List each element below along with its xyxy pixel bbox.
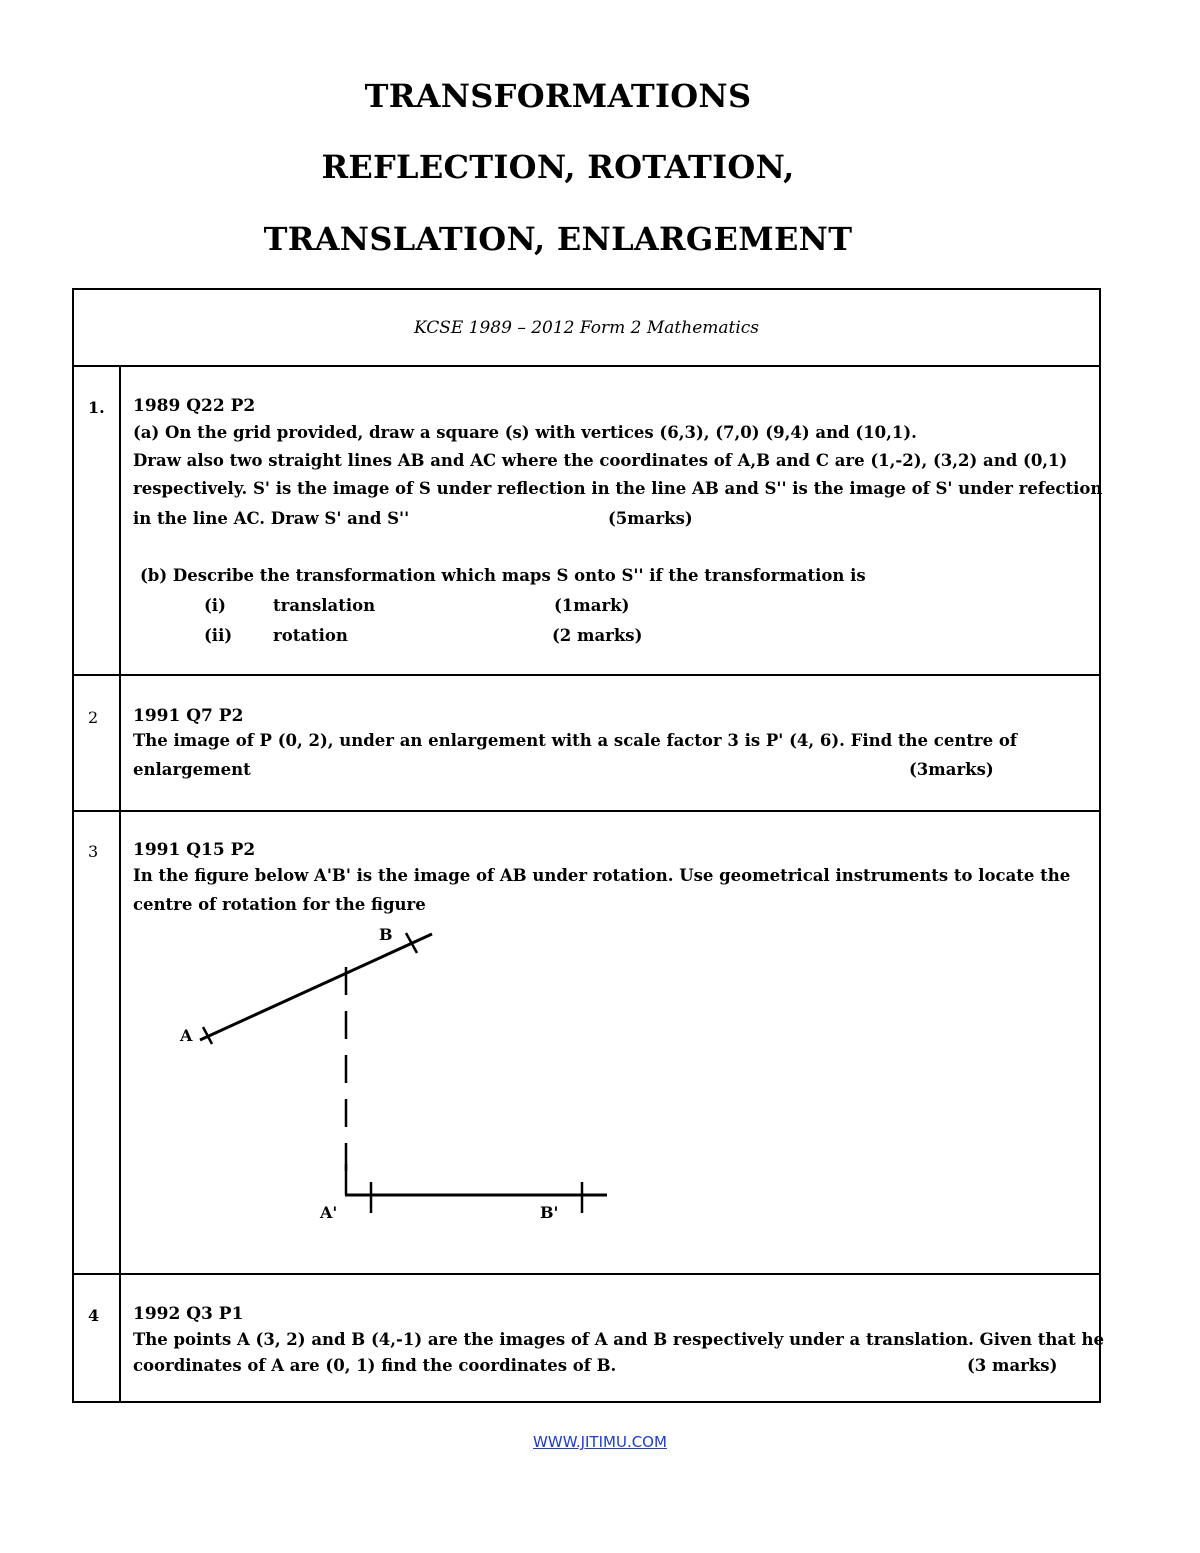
- subpart-label: (ii): [204, 626, 233, 645]
- label-a-prime: A': [320, 1203, 338, 1222]
- subpart-text: rotation: [273, 626, 348, 645]
- question-text-line: enlargement: [133, 760, 251, 779]
- marks-label: (1mark): [554, 596, 630, 615]
- question-number: 1.: [88, 398, 105, 417]
- question-text-line: Draw also two straight lines AB and AC where the coordinates of A,B and C are (1,-2), (3,2) and (0,1): [133, 451, 1068, 470]
- question-number: 2: [88, 708, 99, 727]
- label-a: A: [180, 1026, 193, 1045]
- question-text-line: The points A (3, 2) and B (4,-1) are the images of A and B respectively under a translation. Given that he: [133, 1330, 1104, 1349]
- question-text-line: centre of rotation for the figure: [133, 895, 426, 914]
- question-text-line: coordinates of A are (0, 1) find the coordinates of B.: [133, 1356, 617, 1375]
- question-reference: 1991 Q7 P2: [133, 706, 244, 726]
- footer: [0, 1433, 1200, 1451]
- marks-label: (5marks): [608, 509, 693, 528]
- question-text-line: in the line AC. Draw S' and S'': [133, 509, 410, 528]
- document-subtitle-line2: TRANSLATION, ENLARGEMENT: [263, 220, 853, 258]
- website-link[interactable]: WWW.JITIMU.COM: [533, 1433, 667, 1451]
- question-number: 4: [88, 1306, 100, 1325]
- question-reference: 1991 Q15 P2: [133, 840, 256, 860]
- question-number: 3: [88, 842, 99, 861]
- question-reference: 1992 Q3 P1: [133, 1304, 244, 1324]
- question-text-line: (a) On the grid provided, draw a square (s) with vertices (6,3), (7,0) (9,4) and (10,1).: [133, 423, 917, 442]
- marks-label: (2 marks): [552, 626, 643, 645]
- question-text-line: respectively. S' is the image of S under reflection in the line AB and S'' is the image of S' under refection: [133, 479, 1103, 498]
- subpart-text: translation: [273, 596, 376, 615]
- label-b-prime: B': [540, 1203, 559, 1222]
- question-part-b: (b) Describe the transformation which maps S onto S'' if the transformation is: [140, 566, 866, 585]
- document-title: TRANSFORMATIONS: [364, 77, 752, 115]
- document-subtitle-line1: REFLECTION, ROTATION,: [321, 148, 795, 186]
- table-header: KCSE 1989 – 2012 Form 2 Mathematics: [413, 318, 760, 338]
- marks-label: (3 marks): [967, 1356, 1058, 1375]
- subpart-label: (i): [204, 596, 226, 615]
- question-reference: 1989 Q22 P2: [133, 396, 256, 416]
- question-text-line: The image of P (0, 2), under an enlargement with a scale factor 3 is P' (4, 6). Find the centre of: [133, 731, 1017, 750]
- segment-ab: [200, 934, 432, 1040]
- question-text-line: In the figure below A'B' is the image of AB under rotation. Use geometrical instruments to locate the: [133, 866, 1071, 885]
- marks-label: (3marks): [909, 760, 994, 779]
- label-b: B: [379, 925, 393, 944]
